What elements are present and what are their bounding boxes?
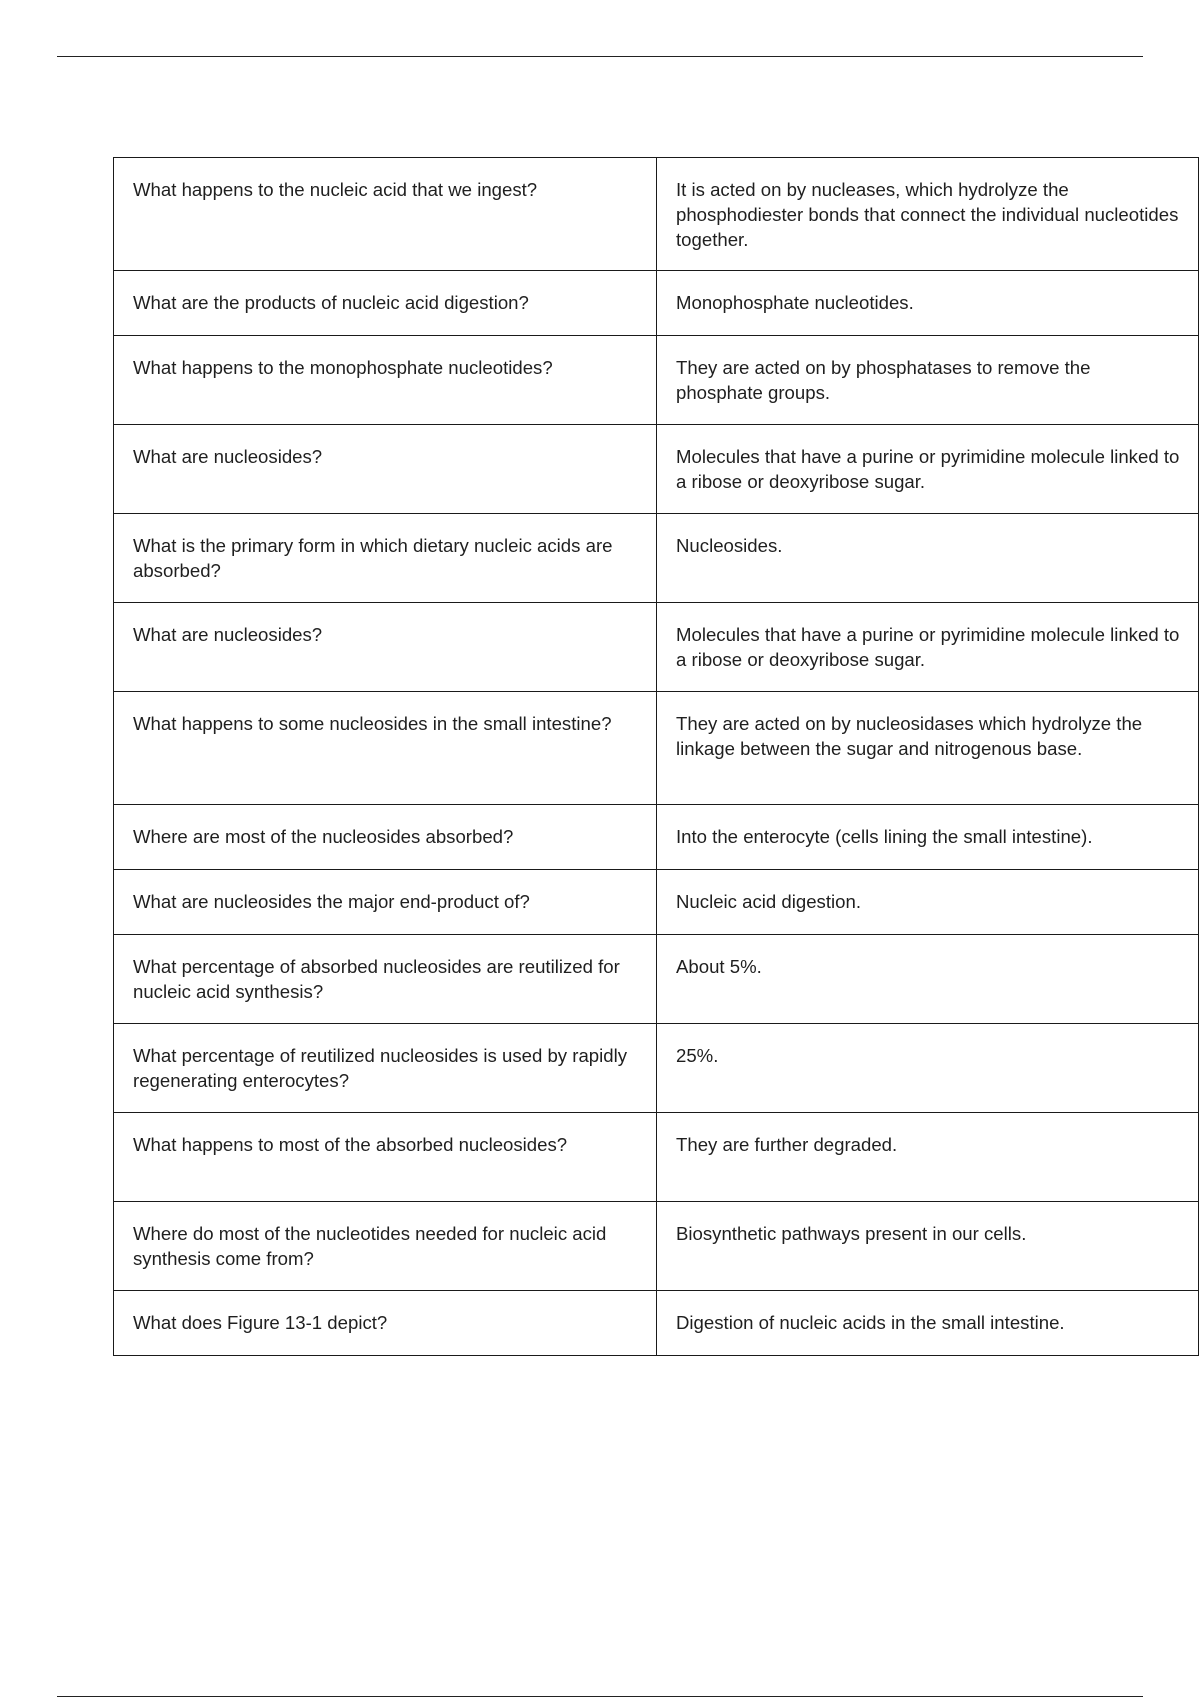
answer-cell: They are acted on by phosphatases to remove the phosphate groups. bbox=[657, 336, 1199, 425]
flashcard-table bbox=[113, 157, 1199, 1356]
question-cell: Where are most of the nucleosides absorbed? bbox=[114, 805, 657, 870]
answer-cell: They are acted on by nucleosidases which hydrolyze the linkage between the sugar and nitrogenous base. bbox=[657, 692, 1199, 805]
question-cell: What are the products of nucleic acid digestion? bbox=[114, 271, 657, 336]
answer-cell: Molecules that have a purine or pyrimidine molecule linked to a ribose or deoxyribose sugar. bbox=[657, 603, 1199, 692]
table-row bbox=[114, 935, 1199, 1024]
table-row bbox=[114, 1024, 1199, 1113]
question-cell: What are nucleosides? bbox=[114, 425, 657, 514]
table-row bbox=[114, 805, 1199, 870]
answer-cell: Digestion of nucleic acids in the small intestine. bbox=[657, 1291, 1199, 1356]
table-row bbox=[114, 425, 1199, 514]
table-row bbox=[114, 603, 1199, 692]
bottom-rule bbox=[57, 1696, 1143, 1697]
question-cell: What percentage of absorbed nucleosides are reutilized for nucleic acid synthesis? bbox=[114, 935, 657, 1024]
question-cell: What are nucleosides? bbox=[114, 603, 657, 692]
answer-cell: Nucleic acid digestion. bbox=[657, 870, 1199, 935]
table-row bbox=[114, 514, 1199, 603]
table-row bbox=[114, 336, 1199, 425]
answer-cell: It is acted on by nucleases, which hydrolyze the phosphodiester bonds that connect the individual nucleotides together. bbox=[657, 158, 1199, 271]
answer-cell: Into the enterocyte (cells lining the small intestine). bbox=[657, 805, 1199, 870]
answer-cell: Molecules that have a purine or pyrimidine molecule linked to a ribose or deoxyribose sugar. bbox=[657, 425, 1199, 514]
answer-cell: Biosynthetic pathways present in our cells. bbox=[657, 1202, 1199, 1291]
table-row bbox=[114, 271, 1199, 336]
table-row bbox=[114, 692, 1199, 805]
question-cell: Where do most of the nucleotides needed for nucleic acid synthesis come from? bbox=[114, 1202, 657, 1291]
table-row bbox=[114, 158, 1199, 271]
answer-cell: Nucleosides. bbox=[657, 514, 1199, 603]
question-cell: What does Figure 13-1 depict? bbox=[114, 1291, 657, 1356]
table-row bbox=[114, 1202, 1199, 1291]
answer-cell: 25%. bbox=[657, 1024, 1199, 1113]
question-cell: What happens to the nucleic acid that we ingest? bbox=[114, 158, 657, 271]
question-cell: What is the primary form in which dietary nucleic acids are absorbed? bbox=[114, 514, 657, 603]
table-row bbox=[114, 1291, 1199, 1356]
answer-cell: About 5%. bbox=[657, 935, 1199, 1024]
question-cell: What happens to some nucleosides in the small intestine? bbox=[114, 692, 657, 805]
question-cell: What happens to the monophosphate nucleotides? bbox=[114, 336, 657, 425]
answer-cell: Monophosphate nucleotides. bbox=[657, 271, 1199, 336]
question-cell: What happens to most of the absorbed nucleosides? bbox=[114, 1113, 657, 1202]
question-cell: What are nucleosides the major end-product of? bbox=[114, 870, 657, 935]
top-rule bbox=[57, 56, 1143, 57]
table-row bbox=[114, 870, 1199, 935]
answer-cell: They are further degraded. bbox=[657, 1113, 1199, 1202]
question-cell: What percentage of reutilized nucleosides is used by rapidly regenerating enterocytes? bbox=[114, 1024, 657, 1113]
table-row bbox=[114, 1113, 1199, 1202]
